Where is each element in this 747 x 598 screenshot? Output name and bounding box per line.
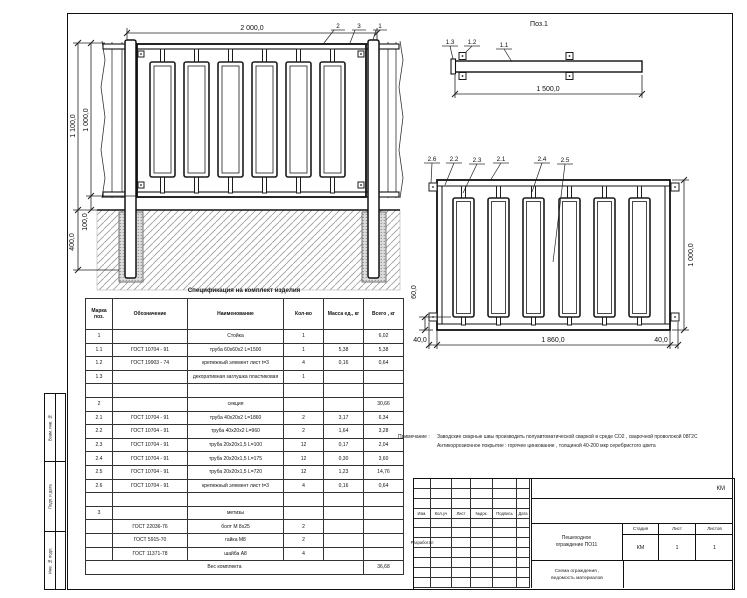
title-block-cell: [493, 568, 517, 578]
side-stamp: [44, 393, 66, 590]
callout-1-2: 1.2: [467, 39, 477, 46]
title-block-cell: [471, 558, 493, 568]
spec-table-row: 2.3 ГОСТ 10704 - 91 труба 20х20х1,5 L=100 12 0,17 2,04: [86, 438, 404, 452]
title-block-cell: [517, 489, 530, 499]
rails: [103, 44, 399, 197]
title-block-cell: [471, 568, 493, 578]
title-block-cell: [471, 538, 493, 548]
spec-table-row: ГОСТ 5915-70 гайка М8 2: [86, 533, 404, 547]
title-block-cell: [493, 538, 517, 548]
title-block-cell: [414, 528, 431, 538]
title-block-cell: [431, 499, 452, 509]
note-label: Примечание :: [398, 434, 430, 440]
title-block-cell: [471, 499, 493, 509]
title-block-cell: Подпись: [493, 509, 517, 519]
title-block-right: [531, 479, 733, 588]
doc-code-cell: КМ: [531, 479, 733, 499]
title-block-cell: [452, 499, 471, 509]
callout-3: 3: [357, 23, 361, 30]
spec-table-row: 3 метизы: [86, 506, 404, 520]
title-block-cell: [452, 548, 471, 558]
title-block-cell: [452, 558, 471, 568]
callout-2: 2: [336, 23, 340, 30]
spec-table-row: [86, 384, 404, 398]
title-block-cell: [471, 519, 493, 529]
title-block-cell: [493, 578, 517, 588]
spec-table-row: 1.2 ГОСТ 19903 - 74 крепежный элемент лист t=3 4 0,16 0,64: [86, 357, 404, 371]
title-block-cell: [452, 538, 471, 548]
spec-table: [85, 298, 404, 575]
fence-elevation-drawing: [62, 12, 402, 302]
spec-table-row: 2.4 ГОСТ 10704 - 91 труба 20х20х1,5 L=175 12 0,30 3,60: [86, 452, 404, 466]
spec-table-row: ГОСТ 22036-76 болт М 8х25 2: [86, 520, 404, 534]
title-block-cell: [452, 528, 471, 538]
side-stamp-label-3: Инв. № подл.: [47, 547, 53, 574]
project-name-cell: Пешеходное ограждение ПО11: [531, 523, 623, 561]
title-block-cell: [414, 548, 431, 558]
title-block-cell: Изм.: [414, 509, 431, 519]
title-block-cell: [471, 489, 493, 499]
title-block-cell: [414, 499, 431, 509]
title-block-cell: [431, 548, 452, 558]
note-block: [398, 433, 732, 451]
spec-table-row: 1 Стойка 1 6,02: [86, 330, 404, 344]
dim-gap-label: 100,0: [82, 213, 89, 231]
callout-2-3: 2.3: [472, 157, 482, 164]
title-block-cell: [414, 558, 431, 568]
title-block-cell: [452, 519, 471, 529]
doc-title-cell: Схема ограждения , ведомость материалов: [531, 561, 624, 588]
title-block-cell: [517, 538, 530, 548]
title-block-cell: [414, 489, 431, 499]
title-block-cell: [517, 548, 530, 558]
title-block-cell: [471, 578, 493, 588]
title-block-cell: [517, 519, 530, 529]
callout-2-6: 2.6: [427, 156, 437, 163]
title-block-cell: [431, 528, 452, 538]
fence-section-drawing: [405, 150, 715, 355]
title-block-cell: [414, 568, 431, 578]
title-block-cell: [517, 568, 530, 578]
title-block-cell: [414, 578, 431, 588]
title-block-cell: №док.: [471, 509, 493, 519]
section-inset-label: 60,0: [411, 285, 418, 299]
title-block-cell: [471, 548, 493, 558]
post-detail-drawing: [425, 15, 717, 115]
title-block-cell: [431, 568, 452, 578]
post-right: [368, 40, 379, 278]
title-block-cell: [471, 479, 493, 489]
spec-table-row: 1.3 декоративная заглушка пластиковая 1: [86, 370, 404, 384]
title-block-cell: [517, 479, 530, 489]
title-block-cell: [471, 528, 493, 538]
callout-1-3: 1.3: [445, 39, 455, 46]
callout-1: 1: [378, 23, 382, 30]
section-height-label: 1 000,0: [688, 243, 695, 267]
callout-1-1: 1.1: [499, 42, 509, 49]
title-block-cell: [431, 558, 452, 568]
title-block-cell: Кол.уч: [431, 509, 452, 519]
title-block-cell: [431, 538, 452, 548]
section-left-offset-label: 40,0: [413, 337, 427, 344]
note-line-1: Заводские сварные швы производить полуавтоматической сваркой в среде СО2 , сварочной проволокой 08Г2С: [437, 434, 698, 440]
title-block-cell: [431, 519, 452, 529]
section-right-offset-label: 40,0: [654, 337, 668, 344]
title-block-revision-grid: [410, 479, 532, 588]
spec-table-body: [86, 330, 404, 561]
callout-2-2: 2.2: [449, 156, 459, 163]
title-block-cell: [414, 519, 431, 529]
spec-header-row: Марка поз. Обозначение Наименование Кол-во Масса ед., кг Всего , кг: [86, 299, 404, 330]
title-block-cell: [452, 479, 471, 489]
title-block-cell: [431, 479, 452, 489]
title-block-cell: [493, 519, 517, 529]
title-block-cell: [517, 499, 530, 509]
doc-designation-cell: [531, 499, 733, 524]
title-block-cell: [452, 568, 471, 578]
spec-table-row: ГОСТ 11371-78 шайба А8 4: [86, 547, 404, 561]
title-block-cell: [493, 528, 517, 538]
title-block-cell: Лист: [452, 509, 471, 519]
elevation-panel-array: [150, 49, 345, 193]
title-block-cell: [493, 548, 517, 558]
ground: [97, 210, 400, 290]
detail-length-label: 1 500,0: [536, 86, 560, 93]
spec-table-row: 1.1 ГОСТ 10704 - 91 труба 60х60х2 L=1500 1 5,38 5,38: [86, 343, 404, 357]
detail-title: Поз.1: [530, 21, 548, 28]
title-block-cell: [493, 499, 517, 509]
title-block-cell: [493, 479, 517, 489]
title-block-cell: [493, 558, 517, 568]
spec-table-row: 2 секция 30,66: [86, 397, 404, 411]
title-block-cell: [431, 489, 452, 499]
title-block-cell: Дата: [517, 509, 530, 519]
title-block-cell: [452, 578, 471, 588]
stage-sheet-cells: Стадия Лист Листов КМ 1 1: [623, 523, 733, 561]
dim-section-height-label: 1 000,0: [83, 108, 90, 132]
title-block-cell: [517, 578, 530, 588]
dim-embed-label: 400,0: [69, 233, 76, 251]
spec-table-row: [86, 493, 404, 507]
spec-table-row: 2.6 ГОСТ 10704 - 91 крепежный элемент лист t=3 4 0,16 0,64: [86, 479, 404, 493]
detail-end-cap: [451, 59, 456, 74]
spec-table-title: Спецификация на комплект изделия: [187, 287, 301, 294]
spec-table-row: 2.5 ГОСТ 10704 - 91 труба 20х20х1,5 L=720 12 1,23 14,76: [86, 465, 404, 479]
title-block-cell: [414, 479, 431, 489]
spec-table-row: 2.2 ГОСТ 10704 - 91 труба 40х20х2 L=960 2 1,64 3,28: [86, 425, 404, 439]
side-stamp-label-1: Взам. инв. №: [47, 414, 53, 441]
section-width-label: 1 860,0: [541, 337, 565, 344]
title-block-cell: [517, 528, 530, 538]
spec-footer-row: Вес комплекта 36,68: [86, 561, 404, 575]
spec-table-row: 2.1 ГОСТ 10704 - 91 труба 40х20х2 L=1860 2 3,17 6,34: [86, 411, 404, 425]
callout-2-1: 2.1: [496, 156, 506, 163]
title-block-cell: [431, 578, 452, 588]
post-left: [125, 40, 136, 278]
title-block-cell: Разработал: [414, 538, 431, 548]
callout-2-4: 2.4: [537, 156, 547, 163]
title-block: [410, 478, 735, 590]
note-line-2: Антикоррозионное покрытие : горячее цинкование , толщиной 40-200 мкр серебристого цвета: [437, 443, 656, 449]
side-stamp-label-2: Подп. и дата: [47, 484, 53, 509]
title-block-cell: [452, 489, 471, 499]
title-block-cell: [493, 489, 517, 499]
detail-tube: [455, 61, 642, 72]
dim-total-height-label: 1 100,0: [70, 114, 77, 138]
title-block-cell: [517, 558, 530, 568]
callout-2-5: 2.5: [560, 157, 570, 164]
dim-width-label: 2 000,0: [240, 25, 264, 32]
